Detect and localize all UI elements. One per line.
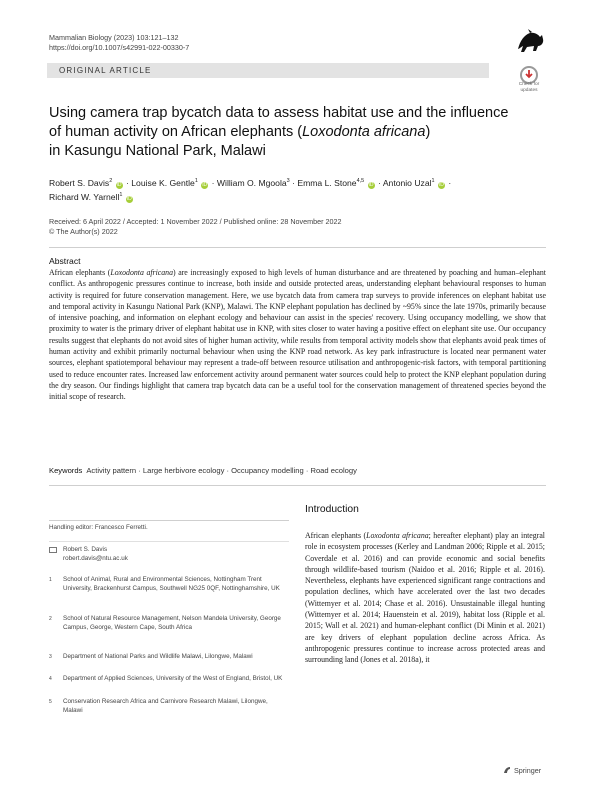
date-history: Received: 6 April 2022 / Accepted: 1 November 2022 / Published online: 28 November 2022 bbox=[49, 217, 342, 226]
journal-doi[interactable]: https://doi.org/10.1007/s42991-022-00330-7 bbox=[49, 43, 190, 52]
corresponding-author bbox=[63, 546, 128, 563]
author-name[interactable]: Antonio Uzal bbox=[382, 177, 432, 188]
journal-header bbox=[49, 33, 189, 53]
abstract-heading: Abstract bbox=[49, 256, 81, 266]
copyright: © The Author(s) 2022 bbox=[49, 227, 118, 236]
footnote-divider bbox=[49, 520, 289, 521]
paper-page: Mammalian Biology (2023) 103:121–132 https://doi.org/10.1007/s42991-022-00330-7 ORIGINAL ARTICLE Check for updates Using camera trap bycatch data to assess habitat use and the influence of human activity on African elephants (Loxodonta africana) in Kasungu National Park, Malawi Robert S. Davis$^2$ iD · Louise K. Gentle$^1$ iD · William O. Mgoola$^3$ · Emma L. Stone$^{4,5}$ iD · Antonio Uzal$^1$ iD · Richard W. Yarnell$^1$ iD Received: 6 April 2022 / Accepted: 1 November 2022 / Published online: 28 November 2022 © The Author(s) 2022 Abstract African elephants (Loxodonta africana) are increasingly exposed to high levels of human disturbance and are threatened by poaching and human–elephant conflict. As anthropogenic pressures continue to increase, both inside and outside protected areas, understanding elephant behavioural responses to human activity is required for future conservation management. Here, we use bycatch data from camera trap surveys to provide inferences on elephant habitat use and temporal activity in Kasungu National Park (KNP), Malawi. The KNP elephant population has declined by ~95% since the late 1970s, primarily because of intensive poaching, and information on elephant ecology and behaviour can assist in the species' recovery. Using occupancy modelling, we show that proximity to water is the primary driver of elephant habitat use in KNP, with sites closer to water having a positive effect on elephant site use. Our occupancy results suggest that elephants do not avoid sites of higher human activity, while results from temporal activity models show that elephants avoid peak times of human activity and exhibit primarily nocturnal behaviour when using the KNP road network. As key park infrastructure is located near permanent water sources, elephant spatiotemporal behaviour may represent a trade-off between resource utilisation and anthropogenic-risk factors, with temporal partitioning used to reduce encounter rates. Increased law enforcement activity around permanent water sources could help to protect the KNP elephant population during the dry season. Our findings highlight that camera trap bycatch data can be a useful tool for the conservation management of threatened species beyond the initial scope of research. Keywords Activity pattern · Large herbivore ecology · Occupancy modelling · Road ecology Handling editor: Francesco Ferretti. Robert S. Davis robert.davis@ntu.ac.uk 1 School of Animal, Rural and Environmental Sciences, Nottingham Trent University, Brackenhurst Campus, Southwell NG25 0QF, Nottinghamshire, UK 2 School of Natural Resource Management, Nelson Mandela University, George Campus, George, Western Cape, South Africa 3 Department of National Parks and Wildlife Malawi, Lilongwe, Malawi 4 Department of Applied Sciences, University of the West of England, Bristol, UK 5 Conservation Research Africa and Carnivore Research Malawi, Lilongwe, Malawi Introduction African elephants (Loxodonta africana; hereafter elephant) play an integral role in ecosystem processes (Kerley and Landman 2006; Ripple et al. 2015; Coverdale et al. 2016) and can provide economic and social benefits through wildlife-based tourism (Naidoo et al. 2016; Ripple et al. 2016). Nevertheless, elephants have experienced significant range contractions and population declines, which have accelerated over the last two decades (Wittemyer et al. 2014; Chase et al. 2016). Unsustainable illegal hunting (Wittemyer et al. 2014; Hauenstein et al. 2019), habitat loss (Ripple et al. 2015; Wall et al. 2021) and human-elephant conflict (Di Minin et al. 2021) are key drivers of elephant population decline across Africa. As anthropogenic pressures continue to increase across protected areas and surrounding land (Jones et al. 2018a), it Springer bbox=[0, 0, 595, 791]
springer-logo-icon bbox=[502, 765, 512, 775]
article-type-band bbox=[47, 63, 489, 78]
publication-dates bbox=[49, 217, 341, 237]
orcid-icon[interactable]: iD bbox=[126, 195, 132, 202]
article-type-label: ORIGINAL ARTICLE bbox=[59, 66, 152, 75]
orcid-icon[interactable]: iD bbox=[202, 181, 208, 188]
keywords-label: Keywords bbox=[49, 466, 83, 475]
author-name[interactable]: Robert S. Davis bbox=[49, 177, 110, 188]
orcid-icon[interactable]: iD bbox=[368, 181, 374, 188]
divider bbox=[49, 485, 546, 486]
abstract-text: African elephants (Loxodonta africana) are increasingly exposed to high levels of human disturbance and are threatened by poaching and human–elephant conflict. As anthropogenic pressures continue to increase, both inside and outside protected areas, understanding elephant behavioural responses to human activity is required for future conservation management. Here, we use bycatch data from camera trap surveys to provide inferences on elephant habitat use and temporal activity in Kasungu National Park (KNP), Malawi. The KNP elephant population has declined by ~95% since the late 1970s, primarily because of intensive poaching, and information on elephant ecology and behaviour can assist in the species' recovery. Using occupancy modelling, we show that proximity to water is the primary driver of elephant habitat use in KNP, with sites closer to water having a positive effect on elephant site use. Our occupancy results suggest that elephants do not avoid sites of higher human activity, while results from temporal activity models show that elephants avoid peak times of human activity and exhibit primarily nocturnal behaviour when using the KNP road network. As key park infrastructure is located near permanent water sources, elephant spatiotemporal behaviour may represent a trade-off between resource utilisation and anthropogenic-risk factors, with temporal partitioning used to reduce encounter rates. Increased law enforcement activity around permanent water sources could help to protect the KNP elephant population during the dry season. Our findings highlight that camera trap bycatch data can be a useful tool for the conservation management of threatened species beyond the initial scope of research. bbox=[49, 268, 546, 402]
author-name[interactable]: Emma L. Stone bbox=[297, 177, 357, 188]
introduction-text: African elephants (Loxodonta africana; hereafter elephant) play an integral role in ecosystem processes (Kerley and Landman 2006; Ripple et al. 2015; Coverdale et al. 2016) and can provide economic and social benefits through wildlife-based tourism (Naidoo et al. 2016; Ripple et al. 2016). Nevertheless, elephants have experienced significant range contractions and population declines, which have accelerated over the last two decades (Wittemyer et al. 2014; Chase et al. 2016). Unsustainable illegal hunting (Wittemyer et al. 2014; Hauenstein et al. 2019), habitat loss (Ripple et al. 2015; Wall et al. 2021) and human-elephant conflict (Di Minin et al. 2021) are key drivers of elephant population decline across Africa. As anthropogenic pressures continue to increase across protected areas and surrounding land (Jones et al. 2018a), it bbox=[305, 531, 545, 665]
author-list: Robert S. Davis$^2$ iD · Louise K. Gentle$^1$ iD · William O. Mgoola$^3$ · Emma L. Stone$^{4,5}$ iD · Antonio Uzal$^1$ iD · Richard W. Yarnell$^1$ iD bbox=[49, 177, 452, 202]
author-name[interactable]: Louise K. Gentle bbox=[131, 177, 195, 188]
article-title: Using camera trap bycatch data to assess habitat use and the influence of human activity on African elephants (Loxodonta africana) in Kasungu National Park, Malawi bbox=[49, 105, 509, 159]
keywords bbox=[49, 466, 357, 475]
author-name[interactable]: Richard W. Yarnell bbox=[49, 191, 120, 202]
author-name[interactable]: William O. Mgoola bbox=[216, 177, 287, 188]
divider bbox=[49, 247, 546, 248]
orcid-icon[interactable]: iD bbox=[116, 181, 122, 188]
footnote-divider bbox=[49, 541, 289, 542]
keywords-list: Activity pattern · Large herbivore ecology · Occupancy modelling · Road ecology bbox=[86, 466, 357, 475]
orcid-icon[interactable]: iD bbox=[439, 181, 444, 188]
springer-horse-logo-icon bbox=[512, 27, 546, 57]
check-for-updates-label[interactable]: Check for updates bbox=[518, 82, 540, 93]
publisher-name: Springer bbox=[514, 766, 542, 775]
envelope-icon bbox=[49, 547, 57, 553]
corresponding-name: Robert S. Davis bbox=[63, 546, 108, 553]
journal-citation: Mammalian Biology (2023) 103:121–132 bbox=[49, 33, 179, 42]
corresponding-email[interactable]: robert.davis@ntu.ac.uk bbox=[63, 554, 128, 562]
handling-editor: Handling editor: Francesco Ferretti. bbox=[49, 524, 148, 531]
introduction-heading: Introduction bbox=[305, 504, 359, 515]
